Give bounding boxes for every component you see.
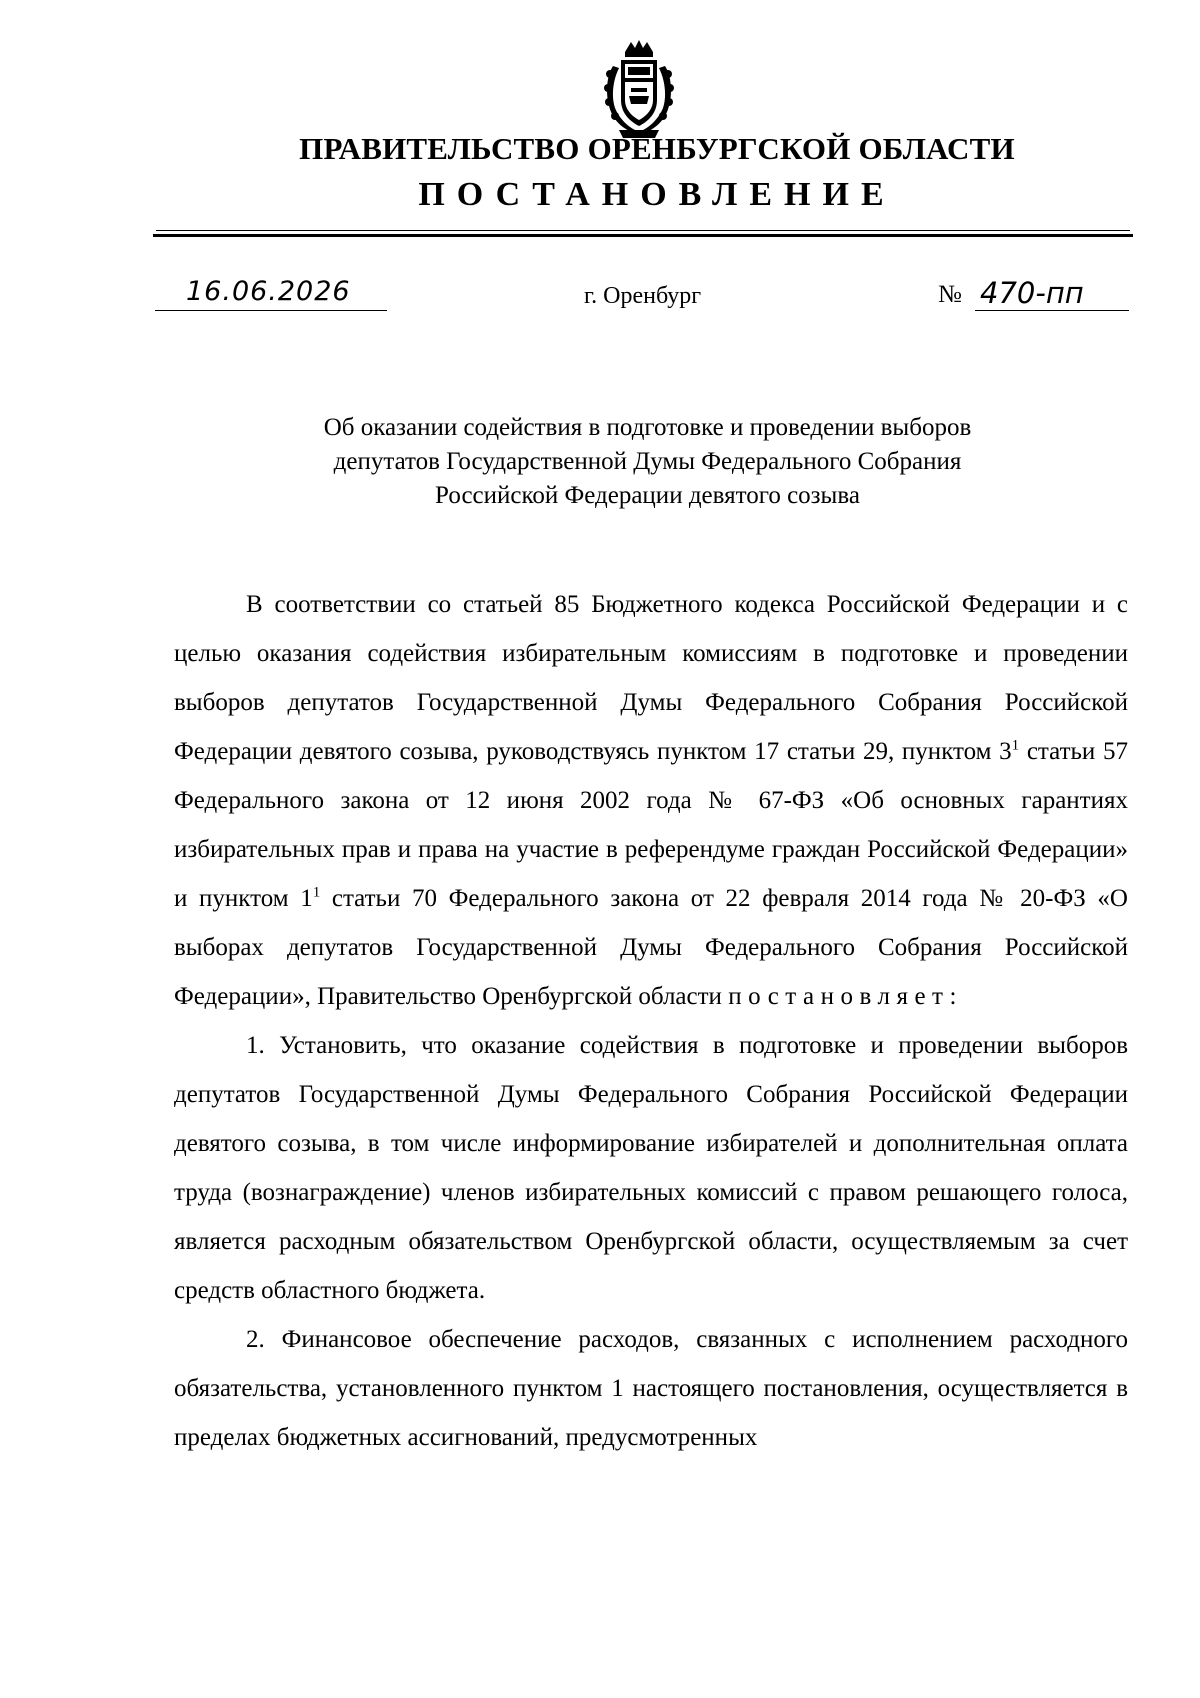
item-paragraph: 2. Финансовое обеспечение расходов, связанных с исполнением расходного обязательства, установленного пунктом 1 настоящего постановления, осуществляется в пределах бюджетных ассигнований, предусмотренных bbox=[174, 1326, 1128, 1451]
organization-title: ПРАВИТЕЛЬСТВО ОРЕНБУРГСКОЙ ОБЛАСТИ bbox=[299, 131, 1015, 166]
subject-line: Об оказании содействия в подготовке и проведении выборов bbox=[323, 414, 972, 441]
document-type-title: ПОСТАНОВЛЕНИЕ bbox=[418, 176, 896, 213]
preamble-text: статьи 57 Федерального закона от 12 июня 2002 года № 67-ФЗ «Об основных гарантиях избирательных прав и права на участие в референдуме граждан Российской Федерации» и пунктом 1 bbox=[174, 738, 1128, 912]
document-date: 16.06.2026 bbox=[186, 276, 351, 307]
date-underline bbox=[155, 310, 387, 311]
subject-line: депутатов Государственной Думы Федерального Собрания bbox=[333, 448, 962, 475]
document-city: г. Оренбург bbox=[584, 283, 702, 309]
item-paragraph: 1. Установить, что оказание содействия в подготовке и проведении выборов депутатов Государственной Думы Федерального Собрания Российской Федерации девятого созыва, в том числе информирование избирателей и дополнительная оплата труда (вознаграждение) членов избирательных комиссий с правом решающего голоса, является расходным обязательством Оренбургской области, осуществляемым за счет средств областного бюджета. bbox=[174, 1032, 1128, 1304]
number-underline bbox=[975, 310, 1129, 311]
subject-line: Российской Федерации девятого созыва bbox=[435, 482, 860, 509]
document-body bbox=[174, 580, 1128, 1462]
coat-of-arms-icon bbox=[601, 38, 677, 140]
superscript: 1 bbox=[312, 884, 321, 901]
number-sign: № bbox=[938, 281, 962, 308]
document-subject bbox=[0, 411, 1200, 513]
preamble-paragraph bbox=[174, 580, 1128, 1021]
preamble-text: В соответствии со статьей 85 Бюджетного кодекса Российской Федерации и с целью оказания содействия избирательным комиссиям в подготовке и проведении выборов депутатов Государственной Думы Федерального Собрания Российской Федерации девятого созыва, руководствуясь пунктом 17 статьи 29, пунктом 3 bbox=[174, 591, 1128, 765]
preamble-text: статьи 70 Федерального закона от 22 февраля 2014 года № 20-ФЗ «О выборах депутатов Государственной Думы Федерального Собрания Российской Федерации», Правительство Оренбургской области bbox=[174, 885, 1128, 1010]
resolves-word: постановляет: bbox=[728, 983, 963, 1010]
document-number: 470-пп bbox=[980, 276, 1084, 310]
header-divider-thick bbox=[153, 234, 1133, 237]
superscript: 1 bbox=[1011, 737, 1020, 754]
header-divider-thin bbox=[156, 230, 1130, 231]
